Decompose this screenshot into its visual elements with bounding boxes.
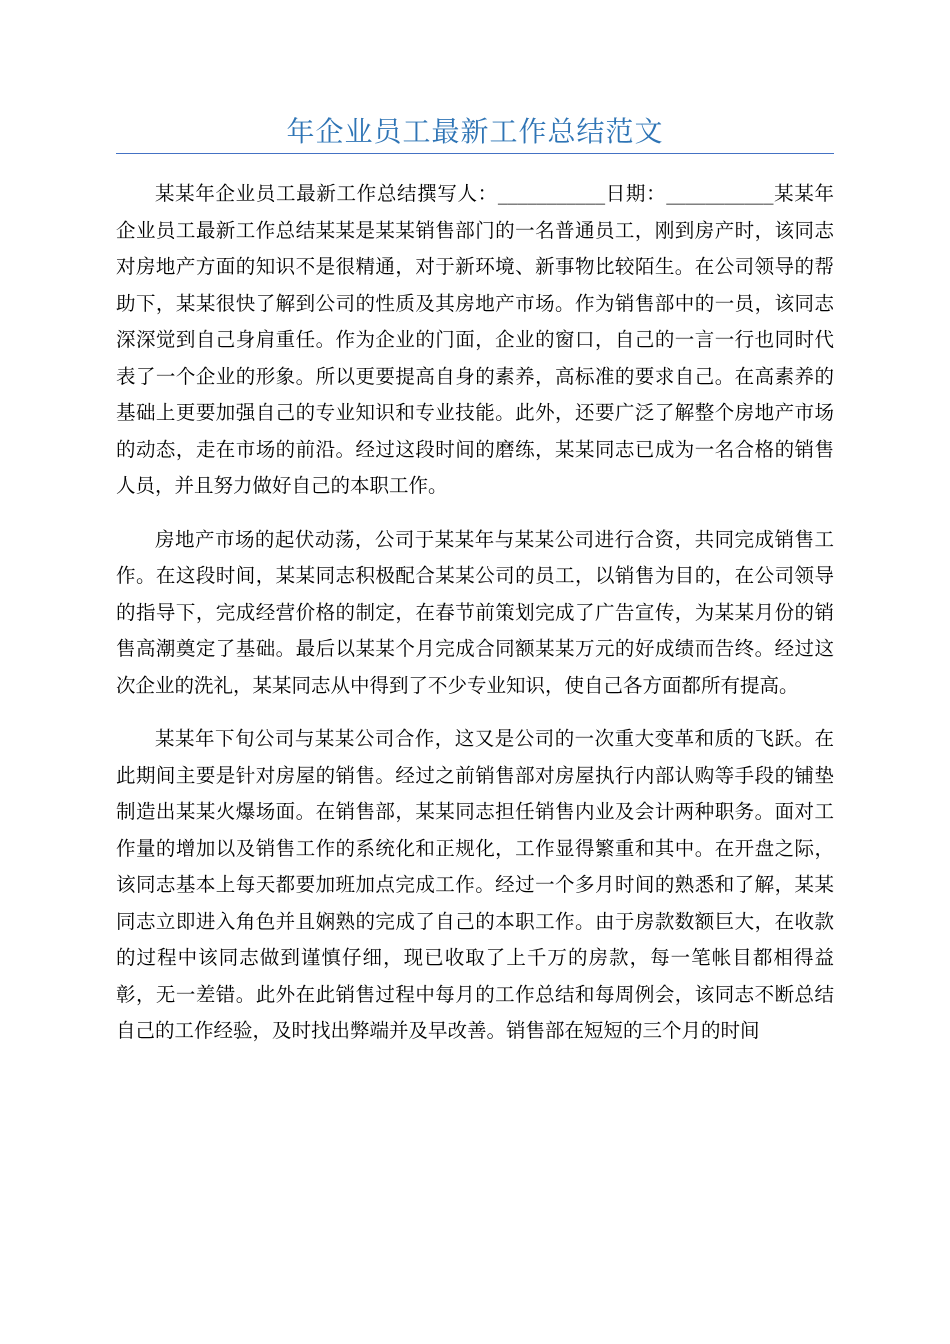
document-title: 年企业员工最新工作总结范文 (286, 115, 664, 148)
document-body (116, 176, 834, 1067)
title-underline-divider (116, 153, 834, 154)
paragraph-3: 某某年下旬公司与某某公司合作，这又是公司的一次重大变革和质的飞跃。在此期间主要是针对房屋的销售。经过之前销售部对房屋执行内部认购等手段的铺垫制造出某某火爆场面。在销售部，某某同志担任销售内业及会计两种职务。面对工作量的增加以及销售工作的系统化和正规化，工作显得繁重和其中。在开盘之际，该同志基本上每天都要加班加点完成工作。经过一个多月时间的熟悉和了解，某某同志立即进入角色并且娴熟的完成了自己的本职工作。由于房款数额巨大，在收款的过程中该同志做到谨慎仔细，现已收取了上千万的房款，每一笔帐目都相得益彰，无一差错。此外在此销售过程中每月的工作总结和每周例会，该同志不断总结自己的工作经验，及时找出弊端并及早改善。销售部在短短的三个月的时间 (116, 727, 834, 1042)
paragraph-1: 某某年企业员工最新工作总结撰写人：___________日期：___________某某年企业员工最新工作总结某某是某某销售部门的一名普通员工，刚到房产时，该同志对房地产方面的知识不是很精通，对于新环境、新事物比较陌生。在公司领导的帮助下，某某很快了解到公司的性质及其房地产市场。作为销售部中的一员，该同志深深觉到自己身肩重任。作为企业的门面，企业的窗口，自己的一言一行也同时代表了一个企业的形象。所以更要提高自身的素养，高标准的要求自己。在高素养的基础上更要加强自己的专业知识和专业技能。此外，还要广泛了解整个房地产市场的动态，走在市场的前沿。经过这段时间的磨练，某某同志已成为一名合格的销售人员，并且努力做好自己的本职工作。 (116, 182, 834, 497)
paragraph-2: 房地产市场的起伏动荡，公司于某某年与某某公司进行合资，共同完成销售工作。在这段时间，某某同志积极配合某某公司的员工，以销售为目的，在公司领导的指导下，完成经营价格的制定，在春节前策划完成了广告宣传，为某某月份的销售高潮奠定了基础。最后以某某个月完成合同额某某万元的好成绩而告终。经过这次企业的洗礼，某某同志从中得到了不少专业知识，使自己各方面都所有提高。 (116, 527, 834, 697)
